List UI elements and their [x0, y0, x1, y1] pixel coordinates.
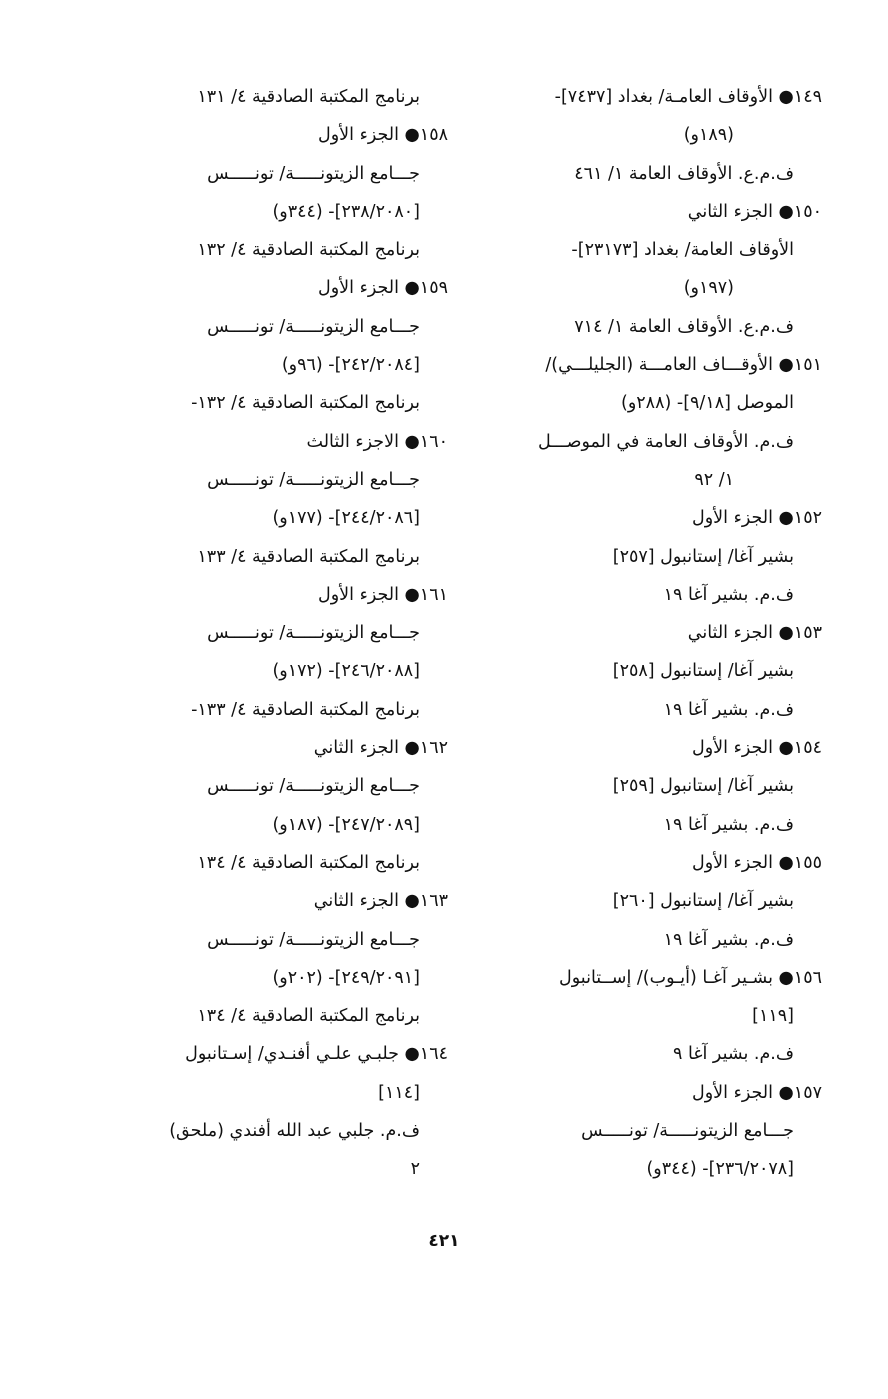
text-line: ١٥٥● الجزء الأول [692, 852, 822, 873]
text-line: الأوقاف العامة/ بغداد [٢٣١٧٣]- [571, 240, 794, 261]
text-line: بشير آغا/ إستانبول [٢٥٩] [612, 776, 794, 797]
text-line: ف.م. بشير آغا ١٩ [663, 929, 794, 950]
text-line: [٢٤٢/٢٠٨٤]- (٩٦و) [281, 355, 420, 376]
text-line: ١٥١● الأوقـــاف العامـــة (الجليلـــي)/ [545, 355, 822, 376]
text-line: برنامج المكتبة الصادقية ٤/ ١٣١ [197, 87, 420, 107]
text-line: برنامج المكتبة الصادقية ٤/ ١٣٢- [191, 393, 420, 414]
text-line: ف.م. الأوقاف العامة في الموصـــل [537, 431, 794, 452]
text-line: ف.م. بشير آغا ١٩ [663, 814, 794, 835]
text-line: [٢٤٤/٢٠٨٦]- (١٧٧و) [272, 508, 420, 529]
text-line: ١٦٣● الجزء الثاني [313, 891, 448, 912]
text-line: ١٦١● الجزء الأول [318, 584, 448, 605]
text-line: بشير آغا/ إستانبول [٢٥٧] [612, 546, 794, 567]
text-line: برنامج المكتبة الصادقية ٤/ ١٣٢ [197, 240, 420, 261]
text-line: جـــامع الزيتونـــــة/ تونـــــس [207, 623, 420, 644]
right-column [470, 78, 822, 1189]
text-line: جـــامع الزيتونـــــة/ تونـــــس [207, 929, 420, 950]
text-line: برنامج المكتبة الصادقية ٤/ ١٣٣ [197, 546, 420, 567]
left-column [70, 78, 448, 1189]
text-line: ١٥٠● الجزء الثاني [687, 201, 822, 222]
text-line: ١٥٤● الجزء الأول [692, 738, 822, 759]
text-line: ١٥٣● الجزء الثاني [687, 623, 822, 644]
text-line: ١٦٤● جلبـي علـي أفنـدي/ إسـتانبول [185, 1044, 448, 1065]
text-line: بشير آغا/ إستانبول [٢٥٨] [612, 661, 794, 682]
text-line: ١٥٦● بشـير آغـا (أيـوب)/ إســتانبول [559, 967, 822, 988]
text-line: جـــامع الزيتونـــــة/ تونـــــس [207, 316, 420, 337]
text-line: جـــامع الزيتونـــــة/ تونـــــس [207, 469, 420, 490]
text-line: [٢٤٩/٢٠٩١]- (٢٠٢و) [272, 967, 420, 988]
text-line: ف.م. بشير آغا ٩ [673, 1044, 794, 1065]
text-line: (١٩٧و) [683, 278, 734, 299]
text-line: (١٨٩و) [683, 125, 734, 146]
text-line: [١١٤] [378, 1082, 420, 1103]
text-line: [٢٤٧/٢٠٨٩]- (١٨٧و) [272, 814, 420, 835]
text-line: جـــامع الزيتونـــــة/ تونـــــس [581, 1121, 794, 1142]
text-line: ف.م.ع. الأوقاف العامة ١/ ٧١٤ [574, 316, 794, 337]
text-line: ف.م. بشير آغا ١٩ [663, 699, 794, 720]
text-line: ف.م.ع. الأوقاف العامة ١/ ٤٦١ [574, 163, 794, 184]
text-line: ف.م. جلبي عبد الله أفندي (ملحق) [169, 1121, 420, 1142]
text-line: ١٥٨● الجزء الأول [318, 125, 448, 146]
text-line: ١/ ٩٢ [694, 469, 734, 490]
text-line: [١١٩] [752, 1006, 794, 1027]
text-line: ٢ [410, 1159, 420, 1180]
text-line: ١٦٢● الجزء الثاني [313, 738, 448, 759]
page-number: ٤٢١ [428, 1231, 460, 1251]
text-line: بشير آغا/ إستانبول [٢٦٠] [612, 891, 794, 912]
text-line: الموصل [٩/١٨]- (٢٨٨و) [621, 393, 794, 414]
text-line: برنامج المكتبة الصادقية ٤/ ١٣٤ [197, 1006, 420, 1027]
text-line: [٢٣٦/٢٠٧٨]- (٣٤٤و) [646, 1159, 794, 1180]
text-line: ١٥٩● الجزء الأول [318, 278, 448, 299]
text-line: ف.م. بشير آغا ١٩ [663, 584, 794, 605]
text-line: ١٦٠● الاجزء الثالث [306, 431, 448, 452]
text-line: جـــامع الزيتونـــــة/ تونـــــس [207, 776, 420, 797]
text-line: ١٥٧● الجزء الأول [692, 1082, 822, 1103]
text-line: ١٥٢● الجزء الأول [692, 508, 822, 529]
text-line: برنامج المكتبة الصادقية ٤/ ١٣٣- [191, 699, 420, 720]
text-line: [٢٤٦/٢٠٨٨]- (١٧٢و) [272, 661, 420, 682]
text-line: برنامج المكتبة الصادقية ٤/ ١٣٤ [197, 852, 420, 873]
text-line: ١٤٩● الأوقاف العامـة/ بغداد [٧٤٣٧]- [554, 87, 822, 107]
text-line: [٢٣٨/٢٠٨٠]- (٣٤٤و) [272, 201, 420, 222]
text-line: جـــامع الزيتونـــــة/ تونـــــس [207, 163, 420, 184]
